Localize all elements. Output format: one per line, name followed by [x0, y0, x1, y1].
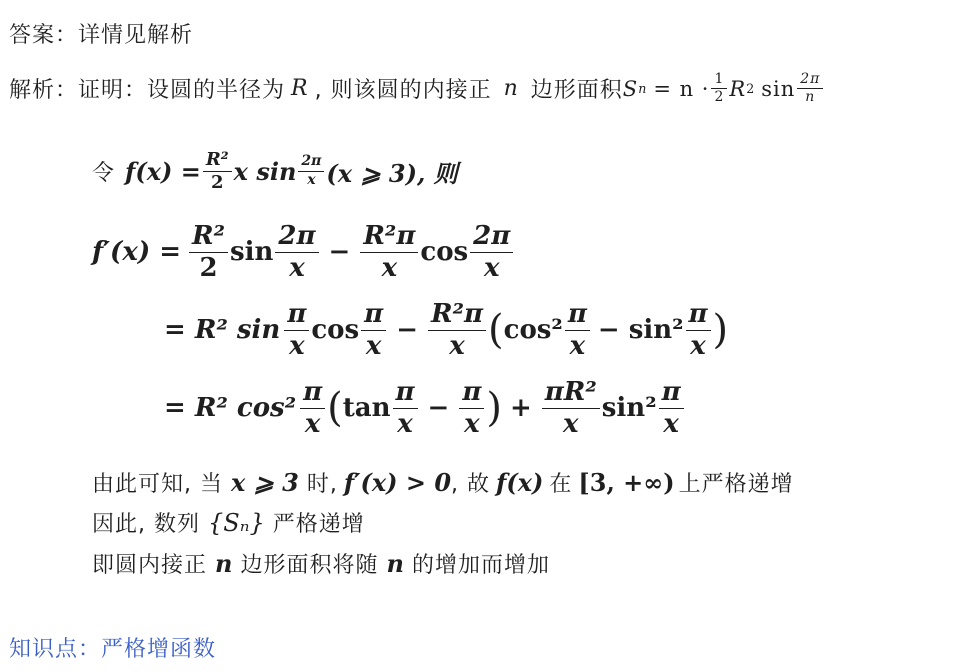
let-line: 令 f(x) = $\frac{\text{R²}}{2}$ x sin $\frac{2\pi}{x}$ (x ⩾ 3), 则	[92, 149, 458, 193]
derivative-line-2: = R² sin $\frac{\pi}{x}$ cos $\frac{\pi}{x}$ − $\frac{\text{R²π}}{x}$ ( cos² $\frac{\pi}{x}$ − sin² $\frac{\pi}{x}$ )	[164, 299, 729, 361]
analysis-label: 解析：	[9, 78, 79, 104]
coef-fraction: $\frac{\text{R²}}{2}$	[203, 150, 232, 193]
analysis-mid: , 则该圆的内接正	[314, 78, 492, 104]
answer-line	[9, 18, 193, 49]
knowledge-label: 知识点：	[9, 637, 102, 662]
analysis-line	[9, 72, 825, 106]
n-var: n	[503, 76, 519, 102]
derivative-line-3: = R² cos² $\frac{\pi}{x}$ ( tan $\frac{\pi}{x}$ − $\frac{\pi}{x}$ ) + $\frac{\text{πR²}}{x}$ sin² $\frac{\pi}{x}$	[164, 378, 686, 438]
answer-label: 答案：	[9, 23, 79, 48]
half-fraction: $\frac{1}{2}$	[711, 72, 727, 106]
knowledge-link[interactable]: 严格增函数	[101, 637, 217, 662]
angle-fraction: $\frac{2\pi}{x}$	[298, 154, 324, 188]
conclusion-line-1: 由此可知, 当 x ⩾ 3 时, f′(x) > 0 , 故 f(x) 在 [3, +∞) 上严格递增	[92, 468, 794, 497]
knowledge-point	[9, 632, 216, 663]
angle-fraction: $\frac{2\pi}{n}$	[797, 72, 823, 106]
answer-text: 详情见解析	[78, 23, 194, 48]
analysis-intro: 证明：设圆的半径为	[78, 78, 286, 104]
conclusion-line-2: 因此, 数列 {Sₙ} 严格递增	[92, 508, 365, 537]
derivative-line-1: f′(x) = $\frac{\text{R²}}{2}$ sin $\frac{2\pi}{x}$ − $\frac{\text{R²π}}{x}$ cos $\frac{2\pi}{x}$	[92, 222, 515, 282]
radius-var: R	[291, 76, 309, 102]
area-expression: S n = n · $\frac{1}{2}$ R 2 sin $\frac{2\pi}{n}$	[623, 72, 826, 106]
analysis-tail: 边形面积	[530, 78, 623, 104]
conclusion-line-3: 即圆内接正 n 边形面积将随 n 的增加而增加	[92, 549, 550, 578]
